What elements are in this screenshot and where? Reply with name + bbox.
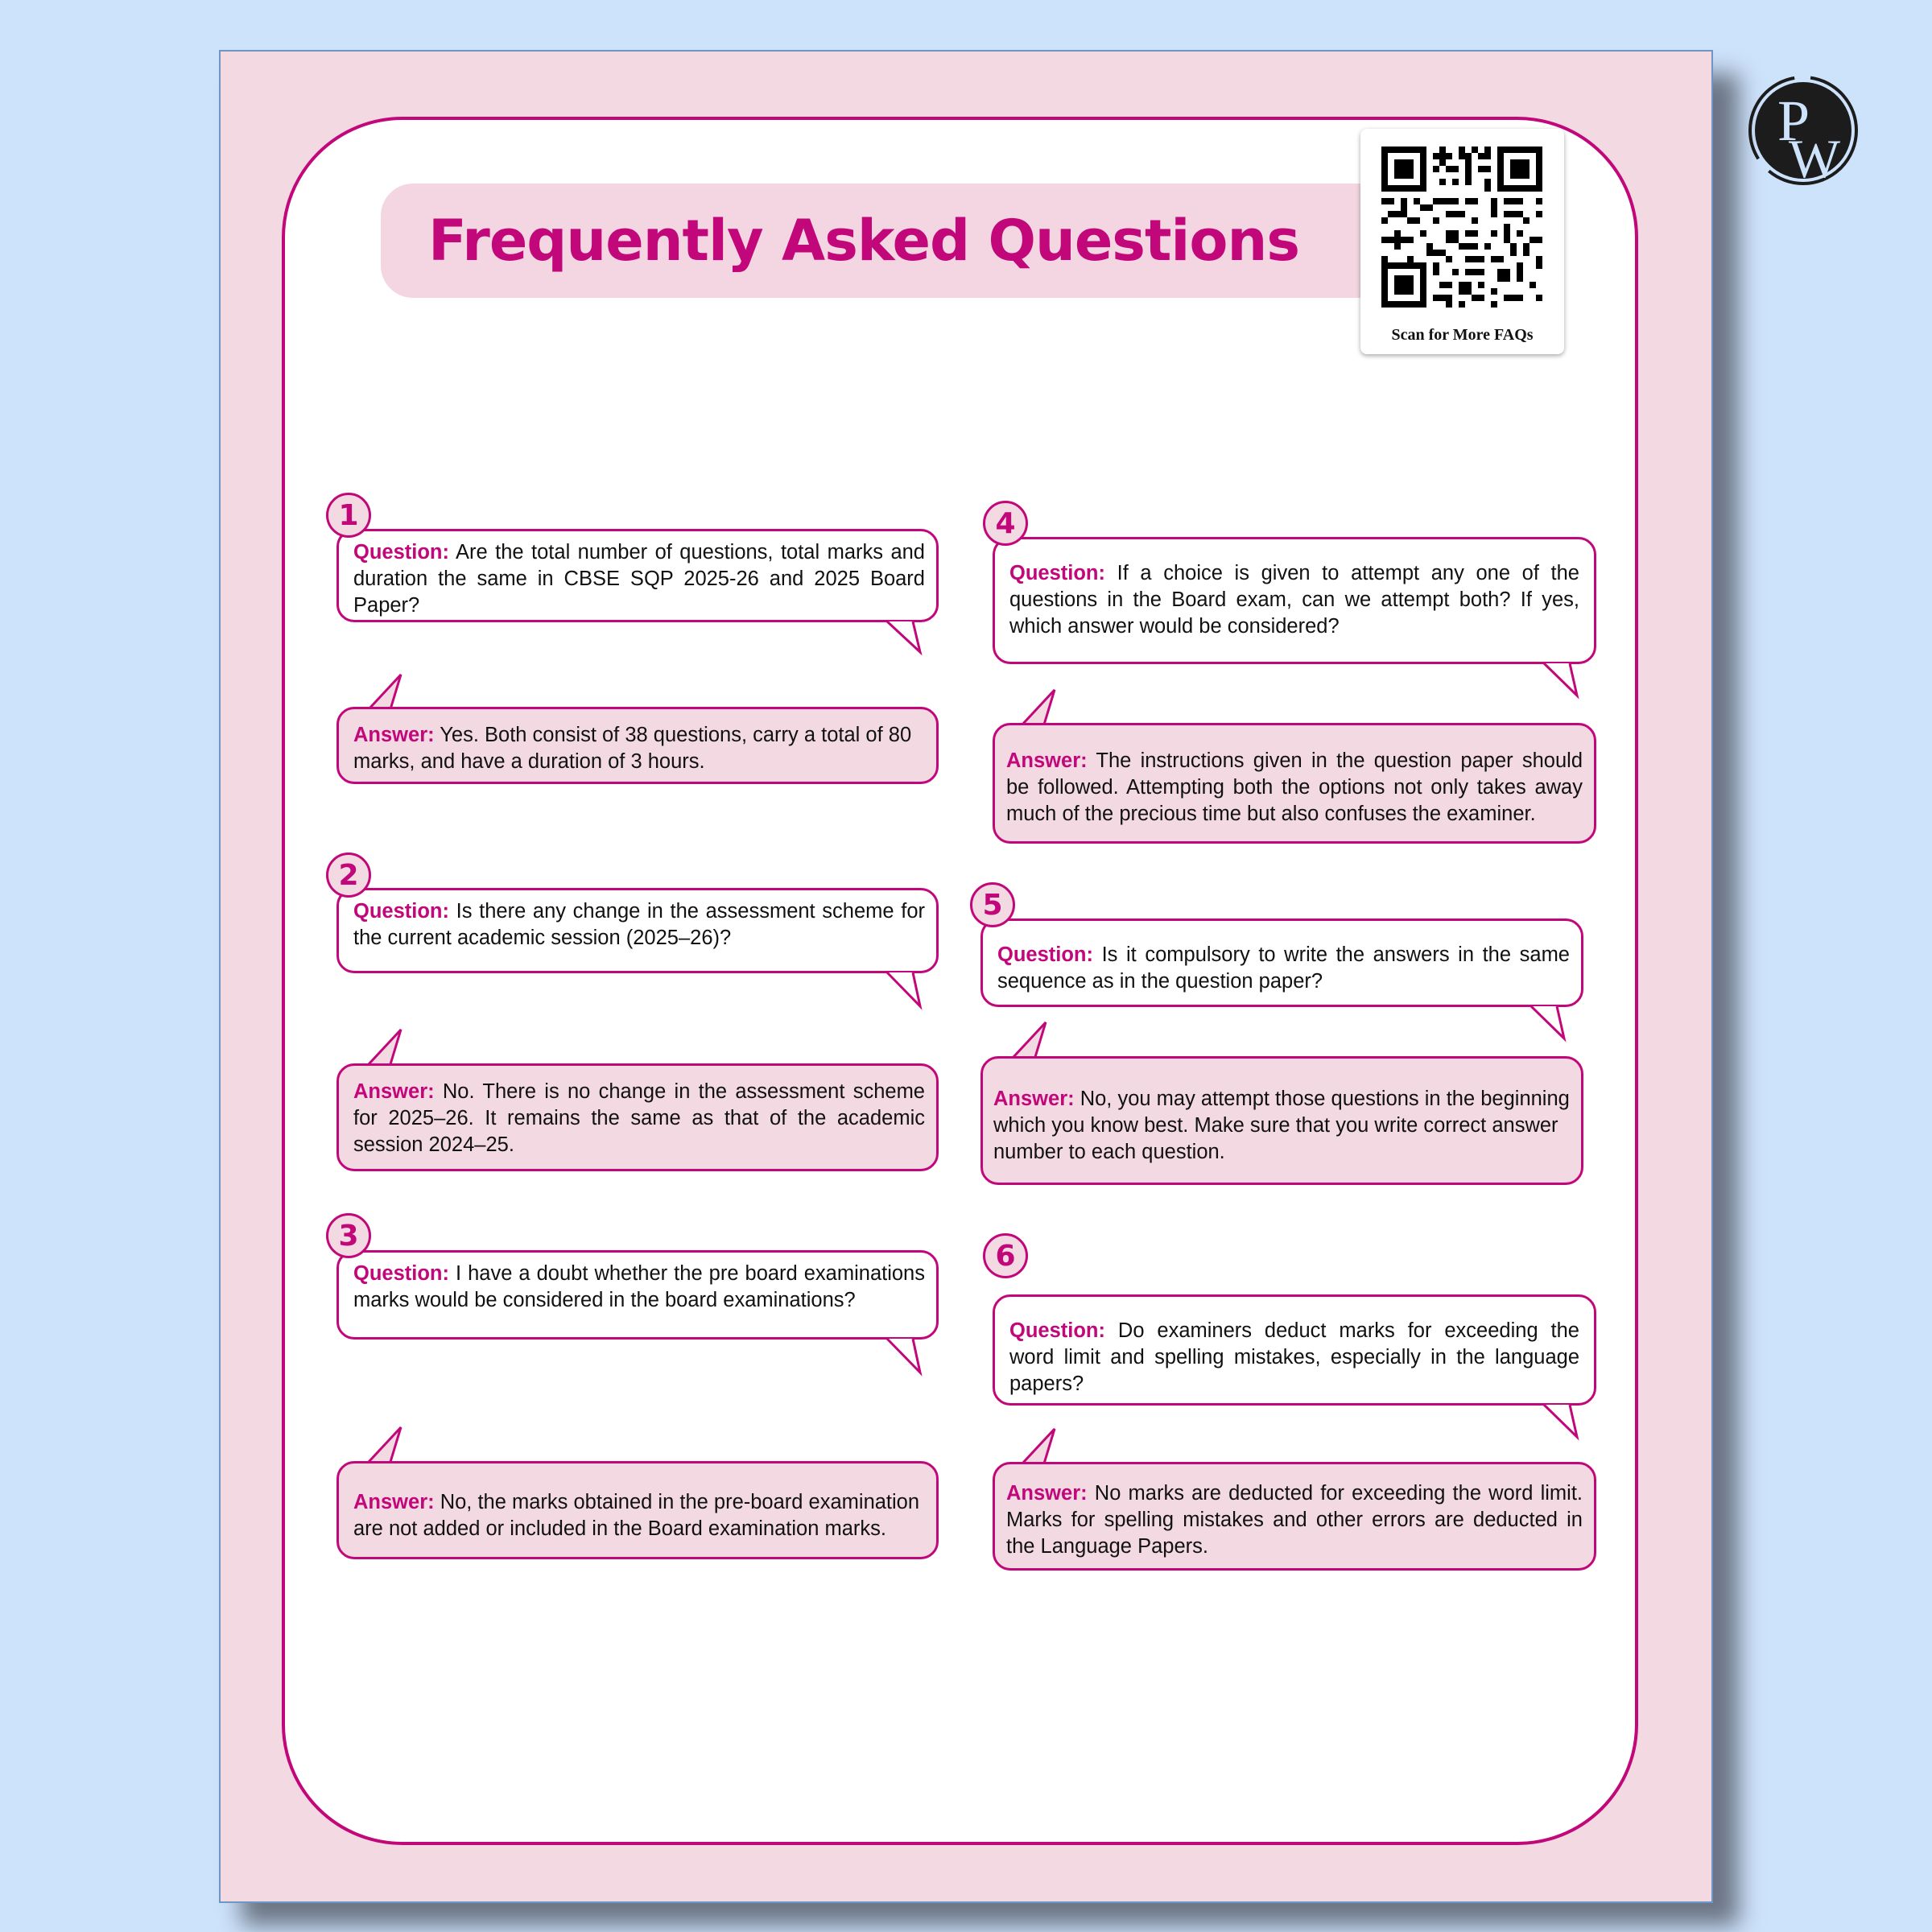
answer-label: Answer: bbox=[353, 724, 435, 746]
question-text: I have a doubt whether the pre board examinations marks would be considered in the board examinations? bbox=[353, 1262, 925, 1311]
faq-number-badge-4: 4 bbox=[983, 501, 1028, 546]
question-tail bbox=[886, 1335, 934, 1376]
answer-tail bbox=[366, 1426, 407, 1464]
question-text: Are the total number of questions, total marks and duration the same in CBSE SQP 2025-26 and 2025 Board Paper? bbox=[353, 541, 925, 617]
question-label: Question: bbox=[353, 1262, 449, 1285]
answer-bubble-1 bbox=[336, 707, 939, 784]
faq-number-badge-6: 6 bbox=[983, 1233, 1028, 1278]
answer-tail bbox=[366, 673, 407, 712]
qr-code-icon bbox=[1381, 147, 1542, 308]
question-tail bbox=[886, 618, 934, 658]
answer-text: Yes. Both consist of 38 questions, carry a total of 80 marks, and have a duration of 3 hours. bbox=[353, 724, 912, 773]
page-title: Frequently Asked Questions bbox=[427, 208, 1300, 274]
answer-label: Answer: bbox=[353, 1491, 435, 1513]
question-bubble-5 bbox=[980, 919, 1583, 1007]
question-text: Is there any change in the assessment scheme for the current academic session (2025–26)? bbox=[353, 900, 925, 949]
question-bubble-3 bbox=[336, 1250, 939, 1340]
answer-tail bbox=[1020, 688, 1060, 727]
question-bubble-4 bbox=[993, 537, 1596, 664]
question-label: Question: bbox=[1009, 1319, 1105, 1342]
question-tail bbox=[1542, 1402, 1591, 1442]
faq-number-badge-2: 2 bbox=[326, 852, 371, 898]
answer-text: The instructions given in the question paper should be followed. Attempting both the options not only takes away much of the precious time but also confuses the examiner. bbox=[1006, 749, 1583, 825]
pw-logo-icon bbox=[1747, 74, 1860, 187]
faq-number-badge-3: 3 bbox=[326, 1213, 371, 1258]
answer-label: Answer: bbox=[353, 1080, 435, 1103]
question-bubble-2 bbox=[336, 888, 939, 973]
faq-number-badge-1: 1 bbox=[326, 493, 371, 538]
answer-bubble-5 bbox=[980, 1056, 1583, 1185]
title-banner bbox=[381, 184, 1371, 298]
faq-number-badge-5: 5 bbox=[970, 882, 1015, 927]
svg-text:P: P bbox=[1777, 89, 1810, 153]
answer-bubble-2 bbox=[336, 1063, 939, 1171]
qr-caption: Scan for More FAQs bbox=[1391, 326, 1534, 344]
answer-bubble-4 bbox=[993, 723, 1596, 844]
question-tail bbox=[886, 969, 934, 1009]
answer-bubble-6 bbox=[993, 1462, 1596, 1571]
answer-tail bbox=[1020, 1427, 1060, 1466]
answer-tail bbox=[366, 1028, 407, 1067]
qr-code-card[interactable] bbox=[1360, 129, 1564, 354]
answer-label: Answer: bbox=[1006, 749, 1088, 772]
answer-text: No, you may attempt those questions in the beginning which you know best. Make sure that you write correct answer number to each question. bbox=[993, 1088, 1570, 1163]
question-bubble-1 bbox=[336, 529, 939, 622]
answer-text: No marks are deducted for exceeding the word limit. Marks for spelling mistakes and other errors are deducted in the Language Papers. bbox=[1006, 1482, 1583, 1558]
answer-text: No, the marks obtained in the pre-board examination are not added or included in the Board examination marks. bbox=[353, 1491, 920, 1540]
question-label: Question: bbox=[353, 541, 449, 564]
question-label: Question: bbox=[353, 900, 449, 923]
question-tail bbox=[1530, 1003, 1578, 1043]
question-text: Do examiners deduct marks for exceeding the word limit and spelling mistakes, especially in the language papers? bbox=[1009, 1319, 1579, 1395]
svg-text:W: W bbox=[1788, 128, 1841, 187]
answer-label: Answer: bbox=[993, 1088, 1075, 1110]
answer-text: No. There is no change in the assessment scheme for 2025–26. It remains the same as that of the academic session 2024–25. bbox=[353, 1080, 925, 1156]
question-tail bbox=[1542, 660, 1591, 700]
question-label: Question: bbox=[997, 943, 1093, 966]
question-text: Is it compulsory to write the answers in the same sequence as in the question paper? bbox=[997, 943, 1570, 993]
answer-label: Answer: bbox=[1006, 1482, 1088, 1505]
question-bubble-6 bbox=[993, 1294, 1596, 1406]
answer-bubble-3 bbox=[336, 1461, 939, 1559]
question-text: If a choice is given to attempt any one of the questions in the Board exam, can we attempt both? If yes, which answer would be considered? bbox=[1009, 562, 1579, 638]
answer-tail bbox=[1011, 1021, 1051, 1059]
question-label: Question: bbox=[1009, 562, 1105, 584]
